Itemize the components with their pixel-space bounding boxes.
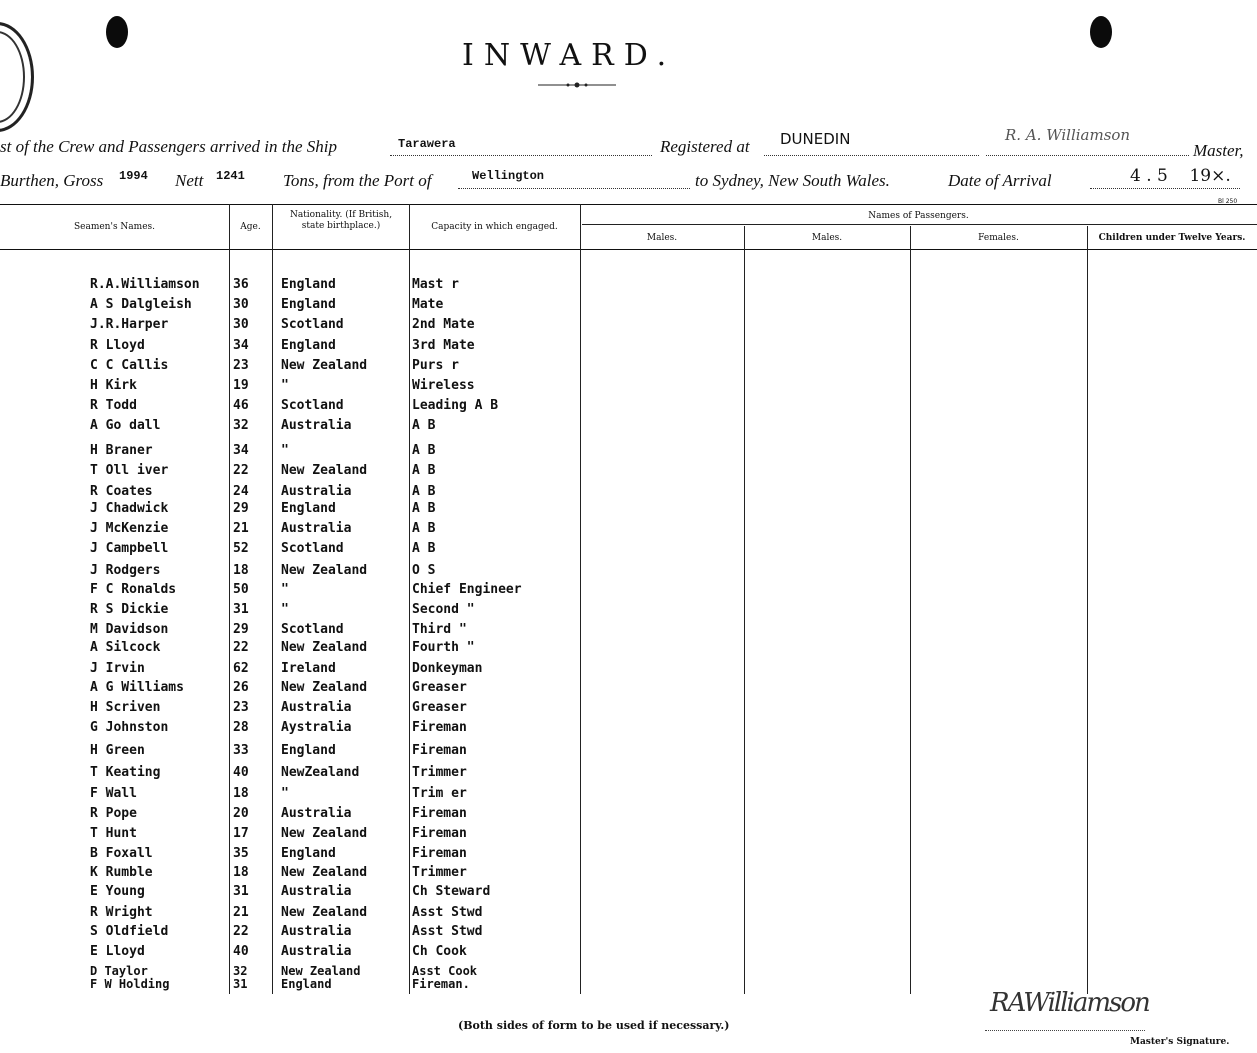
crew-name: J Campbell [90,541,169,556]
crew-age: 29 [233,622,249,637]
crew-capacity: Greaser [412,680,467,695]
crew-name: R Wright [90,905,153,920]
master-label: Master, [1193,141,1244,160]
col-header-capacity: Capacity in which engaged. [431,222,558,232]
crew-age: 36 [233,277,249,292]
crew-age: 20 [233,806,249,821]
crew-capacity: A B [412,418,436,433]
arrival-line [1090,188,1240,189]
crew-name: K Rumble [90,865,153,880]
col-header-names: Seamen's Names. [73,222,156,232]
crew-age: 31 [233,602,249,617]
crew-name: J McKenzie [90,521,169,536]
crew-name: A G Williams [90,680,184,695]
col-divider-4 [580,204,581,994]
crew-nationality: New Zealand [281,358,368,373]
crew-age: 18 [233,786,249,801]
crew-name: B Foxall [90,846,153,861]
page-title: INWARD. [462,38,677,73]
crew-age: 24 [233,484,249,499]
crew-capacity: Trim er [412,786,467,801]
crew-nationality: England [281,977,332,991]
to-label: to Sydney, New South Wales. [695,171,890,190]
punch-hole-left [106,16,128,48]
crew-capacity: Fireman [412,806,467,821]
crew-age: 22 [233,924,249,939]
crew-age: 34 [233,338,249,353]
col-divider-2 [272,204,273,994]
crew-nationality: " [281,786,289,801]
crew-age: 28 [233,720,249,735]
crew-capacity: O S [412,563,436,578]
crew-capacity: Trimmer [412,765,467,780]
crew-name: G Johnston [90,720,169,735]
crew-nationality: New Zealand [281,964,361,978]
crew-capacity: A B [412,501,436,516]
col-header-females: Females. [978,233,1019,243]
from-port-line [458,188,690,189]
crew-nationality: Australia [281,484,352,499]
title-ornament [538,80,616,90]
crew-capacity: Purs r [412,358,459,373]
crew-nationality: Australia [281,944,352,959]
crew-nationality: " [281,443,289,458]
crew-name: H Braner [90,443,153,458]
crew-capacity: A B [412,443,436,458]
crew-nationality: Ireland [281,661,336,676]
crew-name: T Oll iver [90,463,169,478]
arrival-label: Date of Arrival [948,171,1052,190]
crew-nationality: England [281,846,336,861]
crew-name: T Hunt [90,826,137,841]
crew-capacity: 3rd Mate [412,338,475,353]
tons-from-label: Tons, from the Port of [283,171,432,190]
crew-nationality: New Zealand [281,905,368,920]
crew-name: D Taylor [90,964,148,978]
crew-age: 33 [233,743,249,758]
crew-capacity: A B [412,521,436,536]
crew-capacity: Ch Cook [412,944,467,959]
crew-nationality: Scotland [281,398,344,413]
from-port: Wellington [472,169,545,183]
crew-age: 18 [233,563,249,578]
crew-name: A Silcock [90,640,161,655]
crew-capacity: Mast r [412,277,459,292]
crew-name: S Oldfield [90,924,169,939]
crew-age: 30 [233,297,249,312]
crew-name: J.R.Harper [90,317,169,332]
crew-name: T Keating [90,765,161,780]
crew-capacity: Fireman [412,743,467,758]
master-line [986,155,1189,156]
master-signature-label: Master's Signature. [1130,1037,1230,1047]
crew-capacity: A B [412,484,436,499]
crew-age: 31 [233,884,249,899]
crew-age: 21 [233,521,249,536]
crew-capacity: Fourth " [412,640,475,655]
col-divider-6 [910,226,911,994]
passengers-subrule [582,224,1257,225]
crew-age: 35 [233,846,249,861]
col-divider-3 [409,204,410,994]
crew-nationality: Australia [281,418,352,433]
crew-age: 62 [233,661,249,676]
col-divider-7 [1087,226,1088,994]
crew-name: H Scriven [90,700,161,715]
crew-nationality: New Zealand [281,865,368,880]
punch-hole-right [1090,16,1112,48]
nett-label: Nett [175,171,204,190]
official-seal [0,22,34,132]
crew-capacity: Fireman [412,846,467,861]
crew-capacity: A B [412,541,436,556]
crew-capacity: Greaser [412,700,467,715]
crew-name: E Young [90,884,145,899]
crew-name: J Irvin [90,661,145,676]
crew-age: 26 [233,680,249,695]
crew-nationality: " [281,582,289,597]
crew-name: A Go dall [90,418,161,433]
crew-nationality: Australia [281,884,352,899]
crew-nationality: Scotland [281,622,344,637]
table-top-rule [0,204,1257,205]
crew-nationality: England [281,277,336,292]
footer-note: (Both sides of form to be used if necessary.) [458,1019,730,1032]
col-divider-5 [744,226,745,994]
crew-capacity: Asst Stwd [412,905,483,920]
crew-nationality: England [281,743,336,758]
crew-name: H Green [90,743,145,758]
col-header-males-1: Males. [646,233,678,243]
crew-capacity: Mate [412,297,444,312]
crew-capacity: Asst Cook [412,964,478,978]
crew-name: H Kirk [90,378,137,393]
crew-capacity: Leading A B [412,398,499,413]
crew-age: 40 [233,944,249,959]
crew-nationality: Scotland [281,541,344,556]
crew-nationality: Australia [281,700,352,715]
col-divider-1 [229,204,230,994]
signature-line [985,1030,1145,1031]
crew-nationality: Australia [281,521,352,536]
crew-age: 23 [233,358,249,373]
ship-name-line [390,155,652,156]
crew-nationality: " [281,378,289,393]
crew-capacity: Donkeyman [412,661,483,676]
crew-age: 50 [233,582,249,597]
crew-name: R Lloyd [90,338,145,353]
crew-capacity: Ch Steward [412,884,491,899]
nett-tons: 1241 [216,169,245,183]
crew-nationality: NewZealand [281,765,360,780]
crew-age: 29 [233,501,249,516]
crew-name: R Pope [90,806,137,821]
crew-age: 23 [233,700,249,715]
crew-capacity: Fireman [412,826,467,841]
crew-name: C C Callis [90,358,169,373]
crew-nationality: New Zealand [281,680,368,695]
crew-name: R Coates [90,484,153,499]
crew-age: 19 [233,378,249,393]
crew-capacity: Wireless [412,378,475,393]
crew-age: 30 [233,317,249,332]
crew-age: 52 [233,541,249,556]
crew-name: A S Dalgleish [90,297,192,312]
crew-nationality: England [281,297,336,312]
crew-name: R Todd [90,398,137,413]
crew-capacity: Fireman. [412,977,470,991]
crew-name: J Rodgers [90,563,161,578]
col-header-passengers: Names of Passengers. [868,211,969,221]
crew-age: 46 [233,398,249,413]
crew-capacity: Third " [412,622,467,637]
crew-nationality: Australia [281,806,352,821]
crew-name: F Wall [90,786,137,801]
crew-capacity: 2nd Mate [412,317,475,332]
col-header-age: Age. [240,222,261,232]
form-number: Bl 250 [1218,198,1238,205]
crew-age: 32 [233,964,248,978]
crew-age: 32 [233,418,249,433]
master-name: R. A. Williamson [1005,126,1131,144]
col-header-children: Children under Twelve Years. [1098,233,1246,243]
crew-name: J Chadwick [90,501,169,516]
crew-capacity: Asst Stwd [412,924,483,939]
col-header-nationality: Nationality. (If British, state birthplace.) [289,210,393,231]
crew-age: 22 [233,463,249,478]
crew-nationality: Australia [281,924,352,939]
registered-line [764,155,979,156]
master-signature: RAWilliamson [990,988,1149,1018]
crew-capacity: Trimmer [412,865,467,880]
table-header-rule [0,249,1257,250]
crew-capacity: Fireman [412,720,467,735]
crew-name: R S Dickie [90,602,169,617]
crew-nationality: Scotland [281,317,344,332]
burthen-label: Burthen, Gross [0,171,104,190]
crew-name: F C Ronalds [90,582,177,597]
crew-capacity: Chief Engineer [412,582,522,597]
crew-age: 17 [233,826,249,841]
crew-nationality: New Zealand [281,826,368,841]
crew-nationality: England [281,501,336,516]
crew-name: F W Holding [90,977,170,991]
gross-tons: 1994 [119,169,148,183]
crew-capacity: Second " [412,602,475,617]
crew-name: R.A.Williamson [90,277,200,292]
crew-age: 40 [233,765,249,780]
registered-port: DUNEDIN [780,130,851,148]
crew-name: E Lloyd [90,944,145,959]
crew-name: M Davidson [90,622,169,637]
crew-age: 34 [233,443,249,458]
header-line1-prefix: st of the Crew and Passengers arrived in the Ship [0,137,337,156]
col-header-males-2: Males. [811,233,843,243]
crew-age: 21 [233,905,249,920]
registered-label: Registered at [660,137,750,156]
arrival-date: 4 . 5 19×. [1130,166,1231,186]
crew-nationality: New Zealand [281,463,368,478]
crew-age: 31 [233,977,248,991]
crew-nationality: New Zealand [281,640,368,655]
crew-age: 22 [233,640,249,655]
crew-nationality: Aystralia [281,720,352,735]
crew-nationality: England [281,338,336,353]
crew-age: 18 [233,865,249,880]
crew-nationality: New Zealand [281,563,368,578]
crew-nationality: " [281,602,289,617]
crew-capacity: A B [412,463,436,478]
ship-name: Tarawera [398,137,456,151]
